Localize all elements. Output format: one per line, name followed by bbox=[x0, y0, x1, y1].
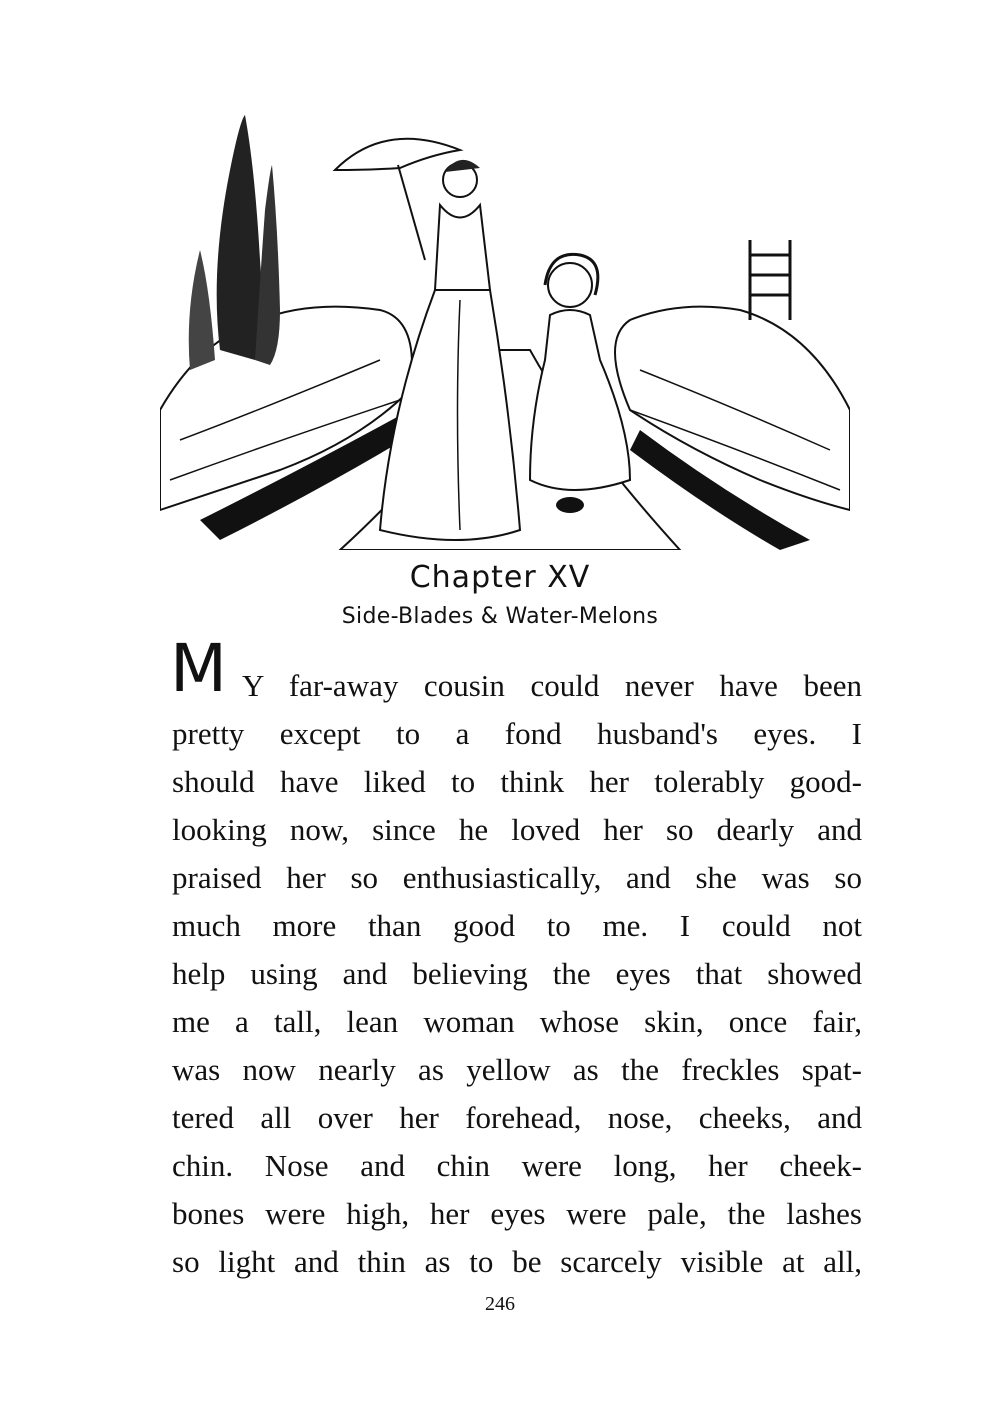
illustration-drawing bbox=[160, 110, 850, 550]
text-line: so light and thin as to be scarcely visible at all, bbox=[172, 1244, 862, 1279]
text-line: praised her so enthusiastically, and she was so bbox=[172, 860, 862, 895]
drop-cap: M bbox=[170, 630, 227, 707]
garden-scene-illustration bbox=[160, 110, 850, 550]
chapter-title: Chapter XV bbox=[409, 560, 591, 595]
text-line: bones were high, her eyes were pale, the lashes bbox=[172, 1196, 862, 1231]
chapter-subtitle: Side-Blades & Water-Melons bbox=[341, 604, 659, 629]
text-line: looking now, since he loved her so dearly and bbox=[172, 812, 862, 847]
text-line: me a tall, lean woman whose skin, once fair, bbox=[172, 1004, 862, 1039]
body-paragraph bbox=[172, 662, 862, 1286]
page-number: 246 bbox=[485, 1293, 515, 1315]
text-line: tered all over her forehead, nose, cheeks, and bbox=[172, 1100, 862, 1135]
text-line: chin. Nose and chin were long, her cheek- bbox=[172, 1148, 862, 1183]
text-line: pretty except to a fond husband's eyes. I bbox=[172, 716, 862, 751]
text-line: much more than good to me. I could not bbox=[172, 908, 862, 943]
text-line: should have liked to think her tolerably good- bbox=[172, 764, 862, 799]
text-line: was now nearly as yellow as the freckles spat- bbox=[172, 1052, 862, 1087]
text-line: Y far-away cousin could never have been bbox=[242, 668, 862, 703]
text-line: help using and believing the eyes that showed bbox=[172, 956, 862, 991]
